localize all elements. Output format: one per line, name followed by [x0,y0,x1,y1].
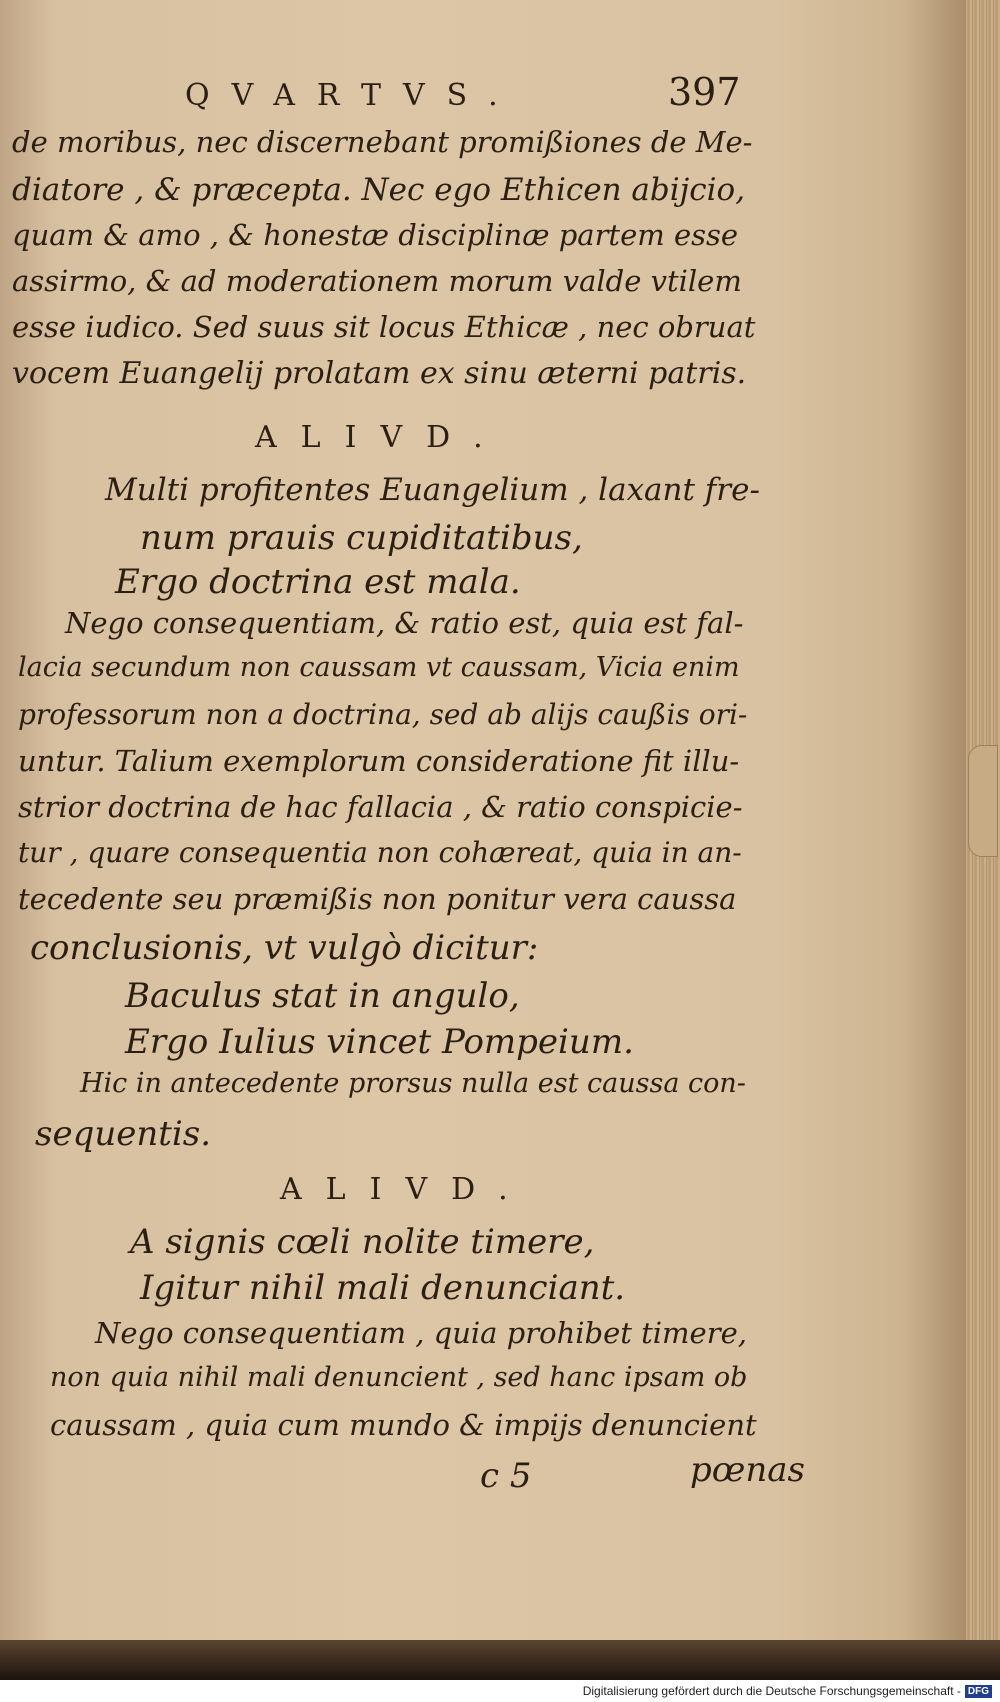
text-line: Hic in antecedente prorsus nulla est caussa con- [80,1068,746,1099]
text-line: de moribus, nec discernebant promißiones de Me- [12,125,753,159]
text-line: lacia secundum non caussam vt caussam, Vicia enim [18,652,740,683]
text-line: quam & amo , & honestæ disciplinæ partem esse [12,218,739,252]
syllogism-line: num prauis cupiditatibus, [140,518,583,558]
text-line: sequentis. [35,1114,212,1154]
page-tab [968,745,998,857]
syllogism-line: Ergo Iulius vincet Pompeium. [125,1022,634,1062]
text-line: vocem Euangelij prolatam ex sinu æterni patris. [12,356,747,391]
syllogism-line: Multi profitentes Euangelium , laxant fre- [105,472,760,508]
text-line: Nego consequentiam, & ratio est, quia est fal- [65,606,744,640]
text-line: untur. Talium exemplorum consideratione fit illu- [18,744,740,778]
signature-mark: c 5 [480,1456,532,1496]
syllogism-line: Igitur nihil mali denunciant. [140,1268,626,1308]
syllogism-line: A signis cœli nolite timere, [130,1222,595,1262]
text-line: strior doctrina de hac fallacia , & ratio conspicie- [18,790,743,824]
syllogism-line: Baculus stat in angulo, [125,976,520,1016]
section-heading: ALIVD. [255,420,507,455]
text-line: caussam , quia cum mundo & impijs denuncient [50,1408,757,1442]
section-heading: ALIVD. [280,1172,532,1207]
text-line: assirmo, & ad moderationem morum valde vtilem [12,264,742,298]
syllogism-line: Ergo doctrina est mala. [115,562,521,602]
text-line: diatore , & præcepta. Nec ego Ethicen abijcio, [12,172,746,208]
digitization-footer [0,1680,1000,1702]
text-line: tur , quare consequentia non cohæreat, quia in an- [18,836,742,869]
text-line: tecedente seu præmißis non ponitur vera caussa [18,882,737,916]
page-number: 397 [668,70,741,114]
dfg-logo: DFG [965,1685,992,1698]
binding-shadow [0,1640,1000,1680]
text-line: conclusionis, vt vulgò dicitur: [30,928,539,968]
text-line: non quia nihil mali denuncient , sed hanc ipsam ob [50,1362,748,1393]
running-title: QVARTVS. [185,78,520,113]
text-line: esse iudico. Sed suus sit locus Ethicæ , nec obruat [12,310,756,344]
text-line: professorum non a doctrina, sed ab alijs caußis ori- [18,698,748,731]
catchword: pœnas [690,1450,805,1490]
text-line: Nego consequentiam , quia prohibet timere, [95,1316,747,1350]
footer-text: Digitalisierung gefördert durch die Deutsche Forschungsgemeinschaft - [582,1684,961,1698]
